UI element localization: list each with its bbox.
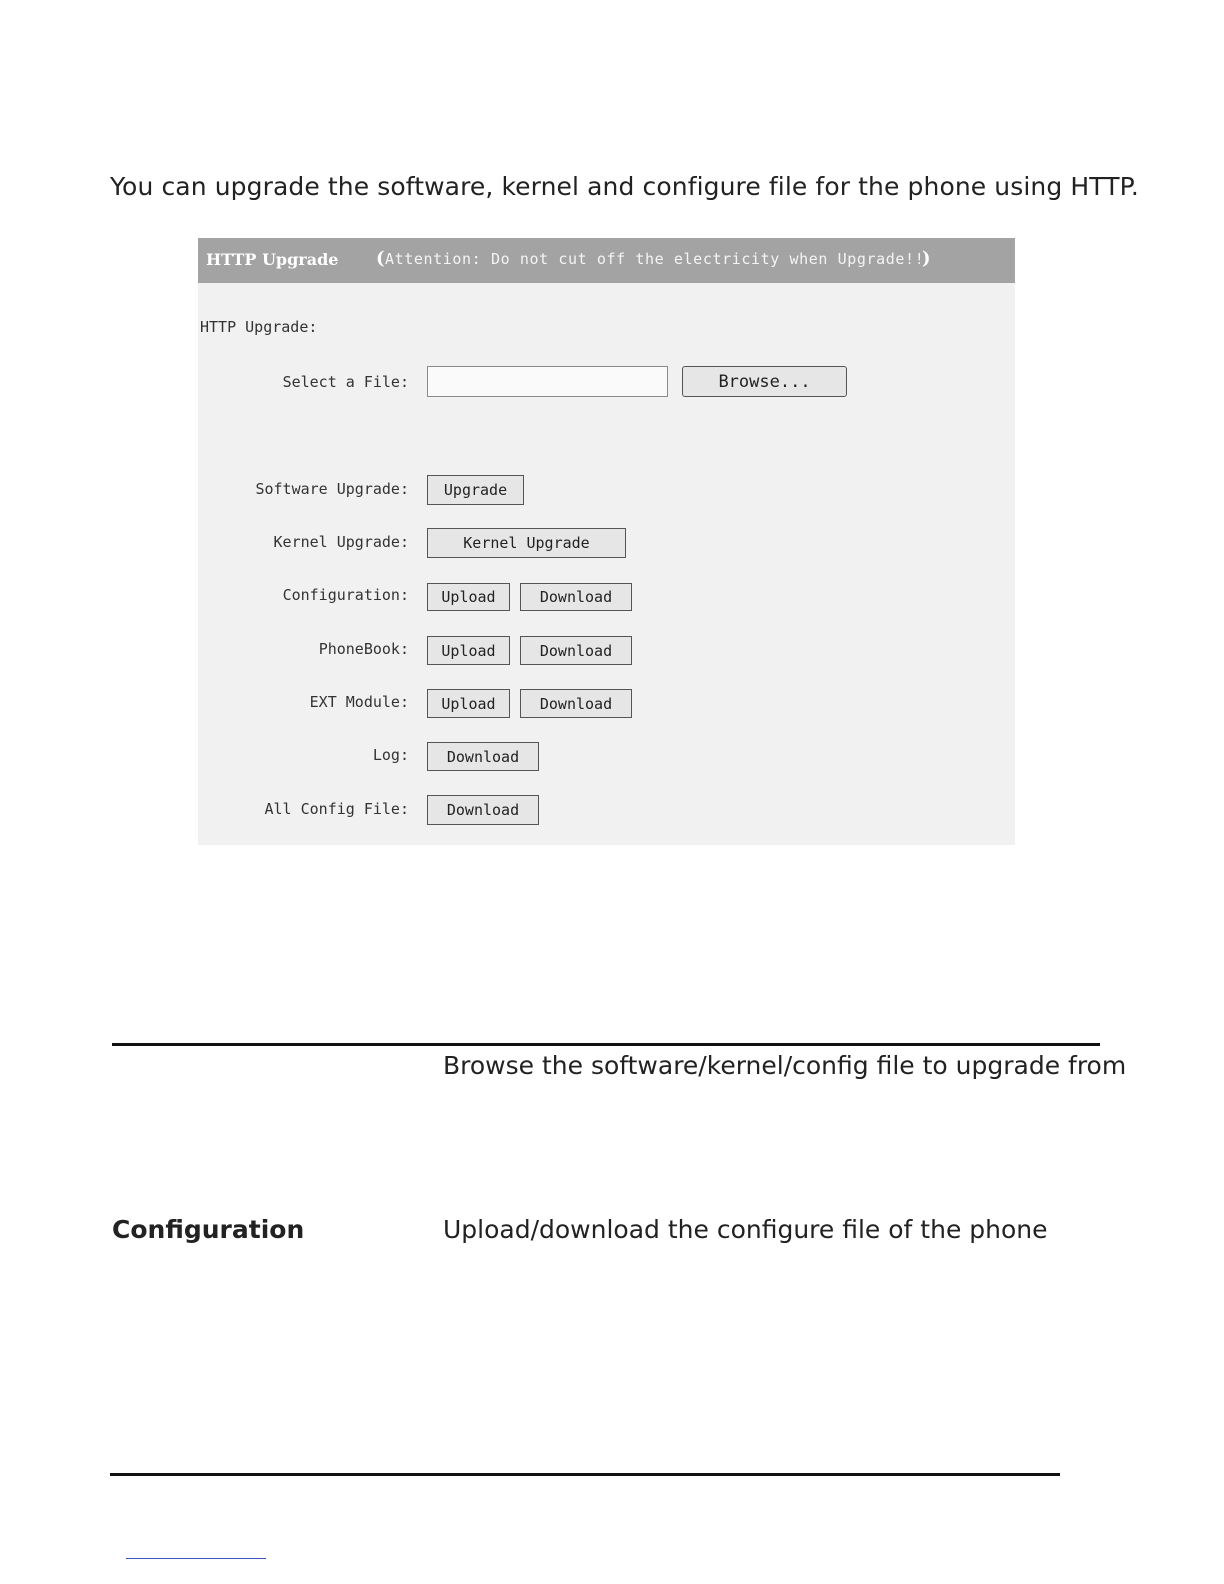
log-download-button[interactable]: Download [427,742,539,771]
browse-description: Browse the software/kernel/config file to upgrade from [443,1051,1127,1080]
ext-module-upload-button[interactable]: Upload [427,689,510,718]
panel-title: HTTP Upgrade [206,250,339,269]
footer-link-underline [126,1558,266,1559]
select-file-label: Select a File: [282,373,409,391]
configuration-upload-button[interactable]: Upload [427,583,510,611]
attention-paren-open: ( [376,248,385,269]
http-upgrade-panel [198,238,1015,845]
configuration-label: Configuration: [282,586,409,604]
phonebook-upload-button[interactable]: Upload [427,636,510,665]
log-label: Log: [372,746,409,764]
intro-text: You can upgrade the software, kernel and configure file for the phone using HTTP. [110,172,1139,201]
attention-paren-close: ) [922,248,931,269]
ext-module-label: EXT Module: [309,693,409,711]
kernel-upgrade-label: Kernel Upgrade: [273,533,409,551]
kernel-upgrade-button[interactable]: Kernel Upgrade [427,528,626,558]
attention-text: Attention: Do not cut off the electricity when Upgrade!! [385,250,925,268]
software-upgrade-button[interactable]: Upgrade [427,475,524,505]
all-config-download-button[interactable]: Download [427,795,539,825]
configuration-description: Upload/download the configure file of the phone [443,1215,1048,1244]
phonebook-label: PhoneBook: [318,640,409,658]
configuration-term: Configuration [112,1215,305,1244]
all-config-file-label: All Config File: [264,800,409,818]
browse-button[interactable]: Browse... [682,366,847,397]
table-bottom-rule [110,1473,1060,1476]
section-label-http-upgrade: HTTP Upgrade: [200,318,318,336]
configuration-download-button[interactable]: Download [520,583,632,611]
software-upgrade-label: Software Upgrade: [255,480,409,498]
table-top-rule [112,1043,1100,1046]
panel-header [198,238,1015,283]
file-path-input[interactable] [427,366,668,397]
ext-module-download-button[interactable]: Download [520,689,632,718]
phonebook-download-button[interactable]: Download [520,636,632,665]
